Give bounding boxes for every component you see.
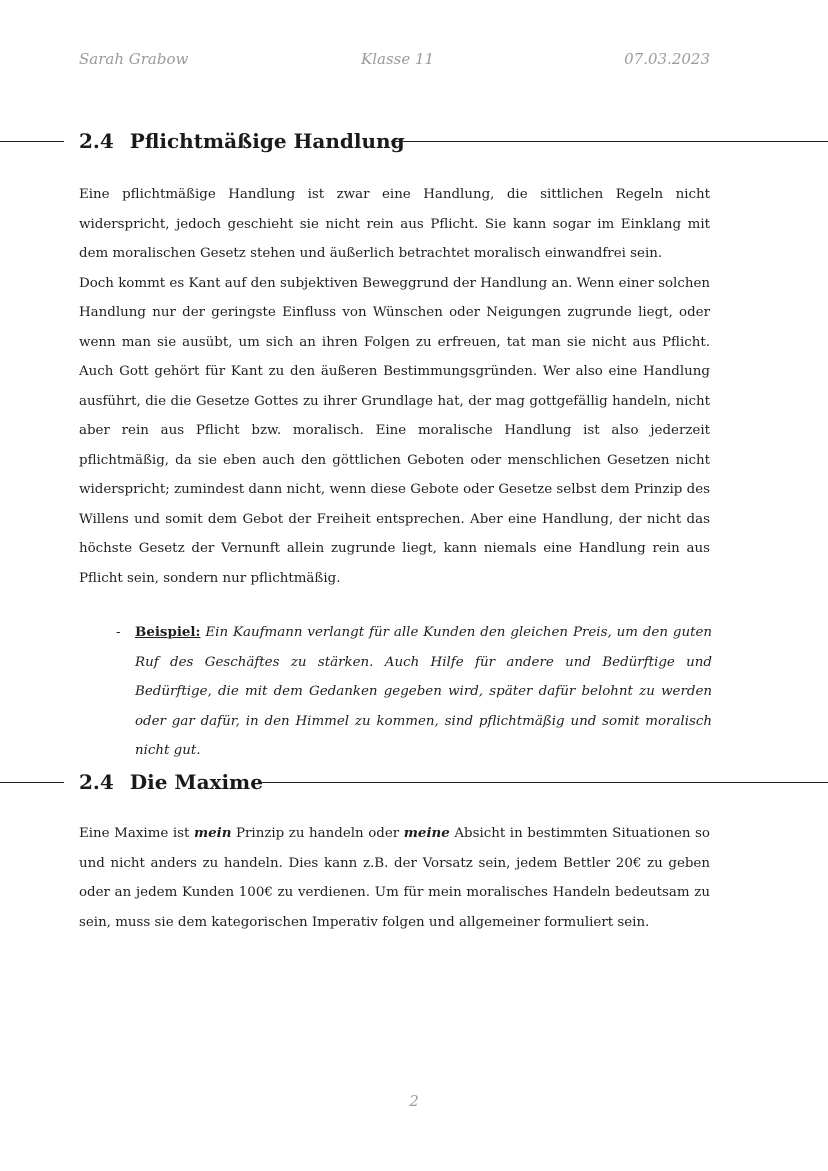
emphasis: mein: [193, 825, 232, 841]
text-run: Absicht in bestimmten Situationen so und nicht anders zu handeln. Dies kann z.B. der Vorsatz sein, jedem Bettler 20€ zu geben oder an jedem Kunden 100€ zu verdienen. Um für mein moralisches Handeln bedeutsam zu sein, muss sie dem kategorischen Imperativ folgen und allgemeiner formuliert sein.: [79, 826, 710, 930]
paragraph: [79, 819, 710, 937]
section-title-text: Pflichtmäßige Handlung: [129, 129, 405, 153]
heading-rule-left: [0, 782, 64, 783]
text-run: Eine Maxime ist: [79, 826, 194, 841]
section-body: [79, 819, 710, 937]
example-text-block: [135, 618, 712, 766]
paragraph: Doch kommt es Kant auf den subjektiven Beweggrund der Handlung an. Wenn einer solchen Handlung nur der geringste Einfluss von Wünschen oder Neigungen zugrunde liegt, oder wenn man sie ausübt, um sich an ihren Folgen zu erfreuen, tat man sie nicht aus Pflicht. Auch Gott gehört für Kant zu den äußeren Bestimmungsgründen. Wer also eine Handlung ausführt, die die Gesetze Gottes zu ihrer Grundlage hat, der mag gottgefällig handeln, nicht aber rein aus Pflicht bzw. moralisch. Eine moralische Handlung ist also jederzeit pflichtmäßig, da sie eben auch den göttlichen Geboten oder menschlichen Gesetzen nicht widerspricht; zumindest dann nicht, wenn diese Gebote oder Gesetze selbst dem Prinzip des Willens und somit dem Gebot der Freiheit entsprechen. Aber eine Handlung, der nicht das höchste Gesetz der Vernunft allein zugrunde liegt, kann niemals eine Handlung rein aus Pflicht sein, sondern nur pflichtmäßig.: [79, 275, 710, 586]
section-heading-pflichtmaessige-handlung: [0, 127, 828, 157]
page-number: 2: [409, 1092, 419, 1110]
section-body: [79, 180, 710, 593]
text-run: Prinzip zu handeln oder: [231, 826, 404, 841]
emphasis: meine: [403, 825, 450, 841]
section-number: 2.4: [79, 129, 114, 153]
page-header: [79, 50, 710, 72]
example-text: Ein Kaufmann verlangt für alle Kunden den gleichen Preis, um den guten Ruf des Geschäftes zu stärken. Auch Hilfe für andere und Bedürftige und Bedürftige, die mit dem Gedanken gegeben wird, später dafür belohnt zu werden oder gar dafür, in den Himmel zu kommen, sind pflichtmäßig und somit moralisch nicht gut.: [135, 625, 713, 758]
header-date: 07.03.2023: [624, 50, 710, 68]
header-class: Klasse 11: [361, 50, 435, 68]
section-title: [79, 768, 263, 796]
section-heading-die-maxime: [0, 768, 828, 798]
section-title: [79, 127, 405, 155]
paragraph: Eine pflichtmäßige Handlung ist zwar eine Handlung, die sittlichen Regeln nicht widerspricht, jedoch geschieht sie nicht rein aus Pflicht. Sie kann sogar im Einklang mit dem moralischen Gesetz stehen und äußerlich betrachtet moralisch einwandfrei sein.: [79, 187, 710, 261]
bullet-dash: -: [116, 625, 121, 640]
section-number: 2.4: [79, 770, 114, 794]
heading-rule-left: [0, 141, 64, 142]
section-title-text: Die Maxime: [129, 770, 263, 794]
example-label: Beispiel:: [135, 624, 201, 640]
heading-rule-right: [391, 141, 828, 142]
heading-rule-right: [258, 782, 828, 783]
header-author: Sarah Grabow: [79, 50, 189, 68]
